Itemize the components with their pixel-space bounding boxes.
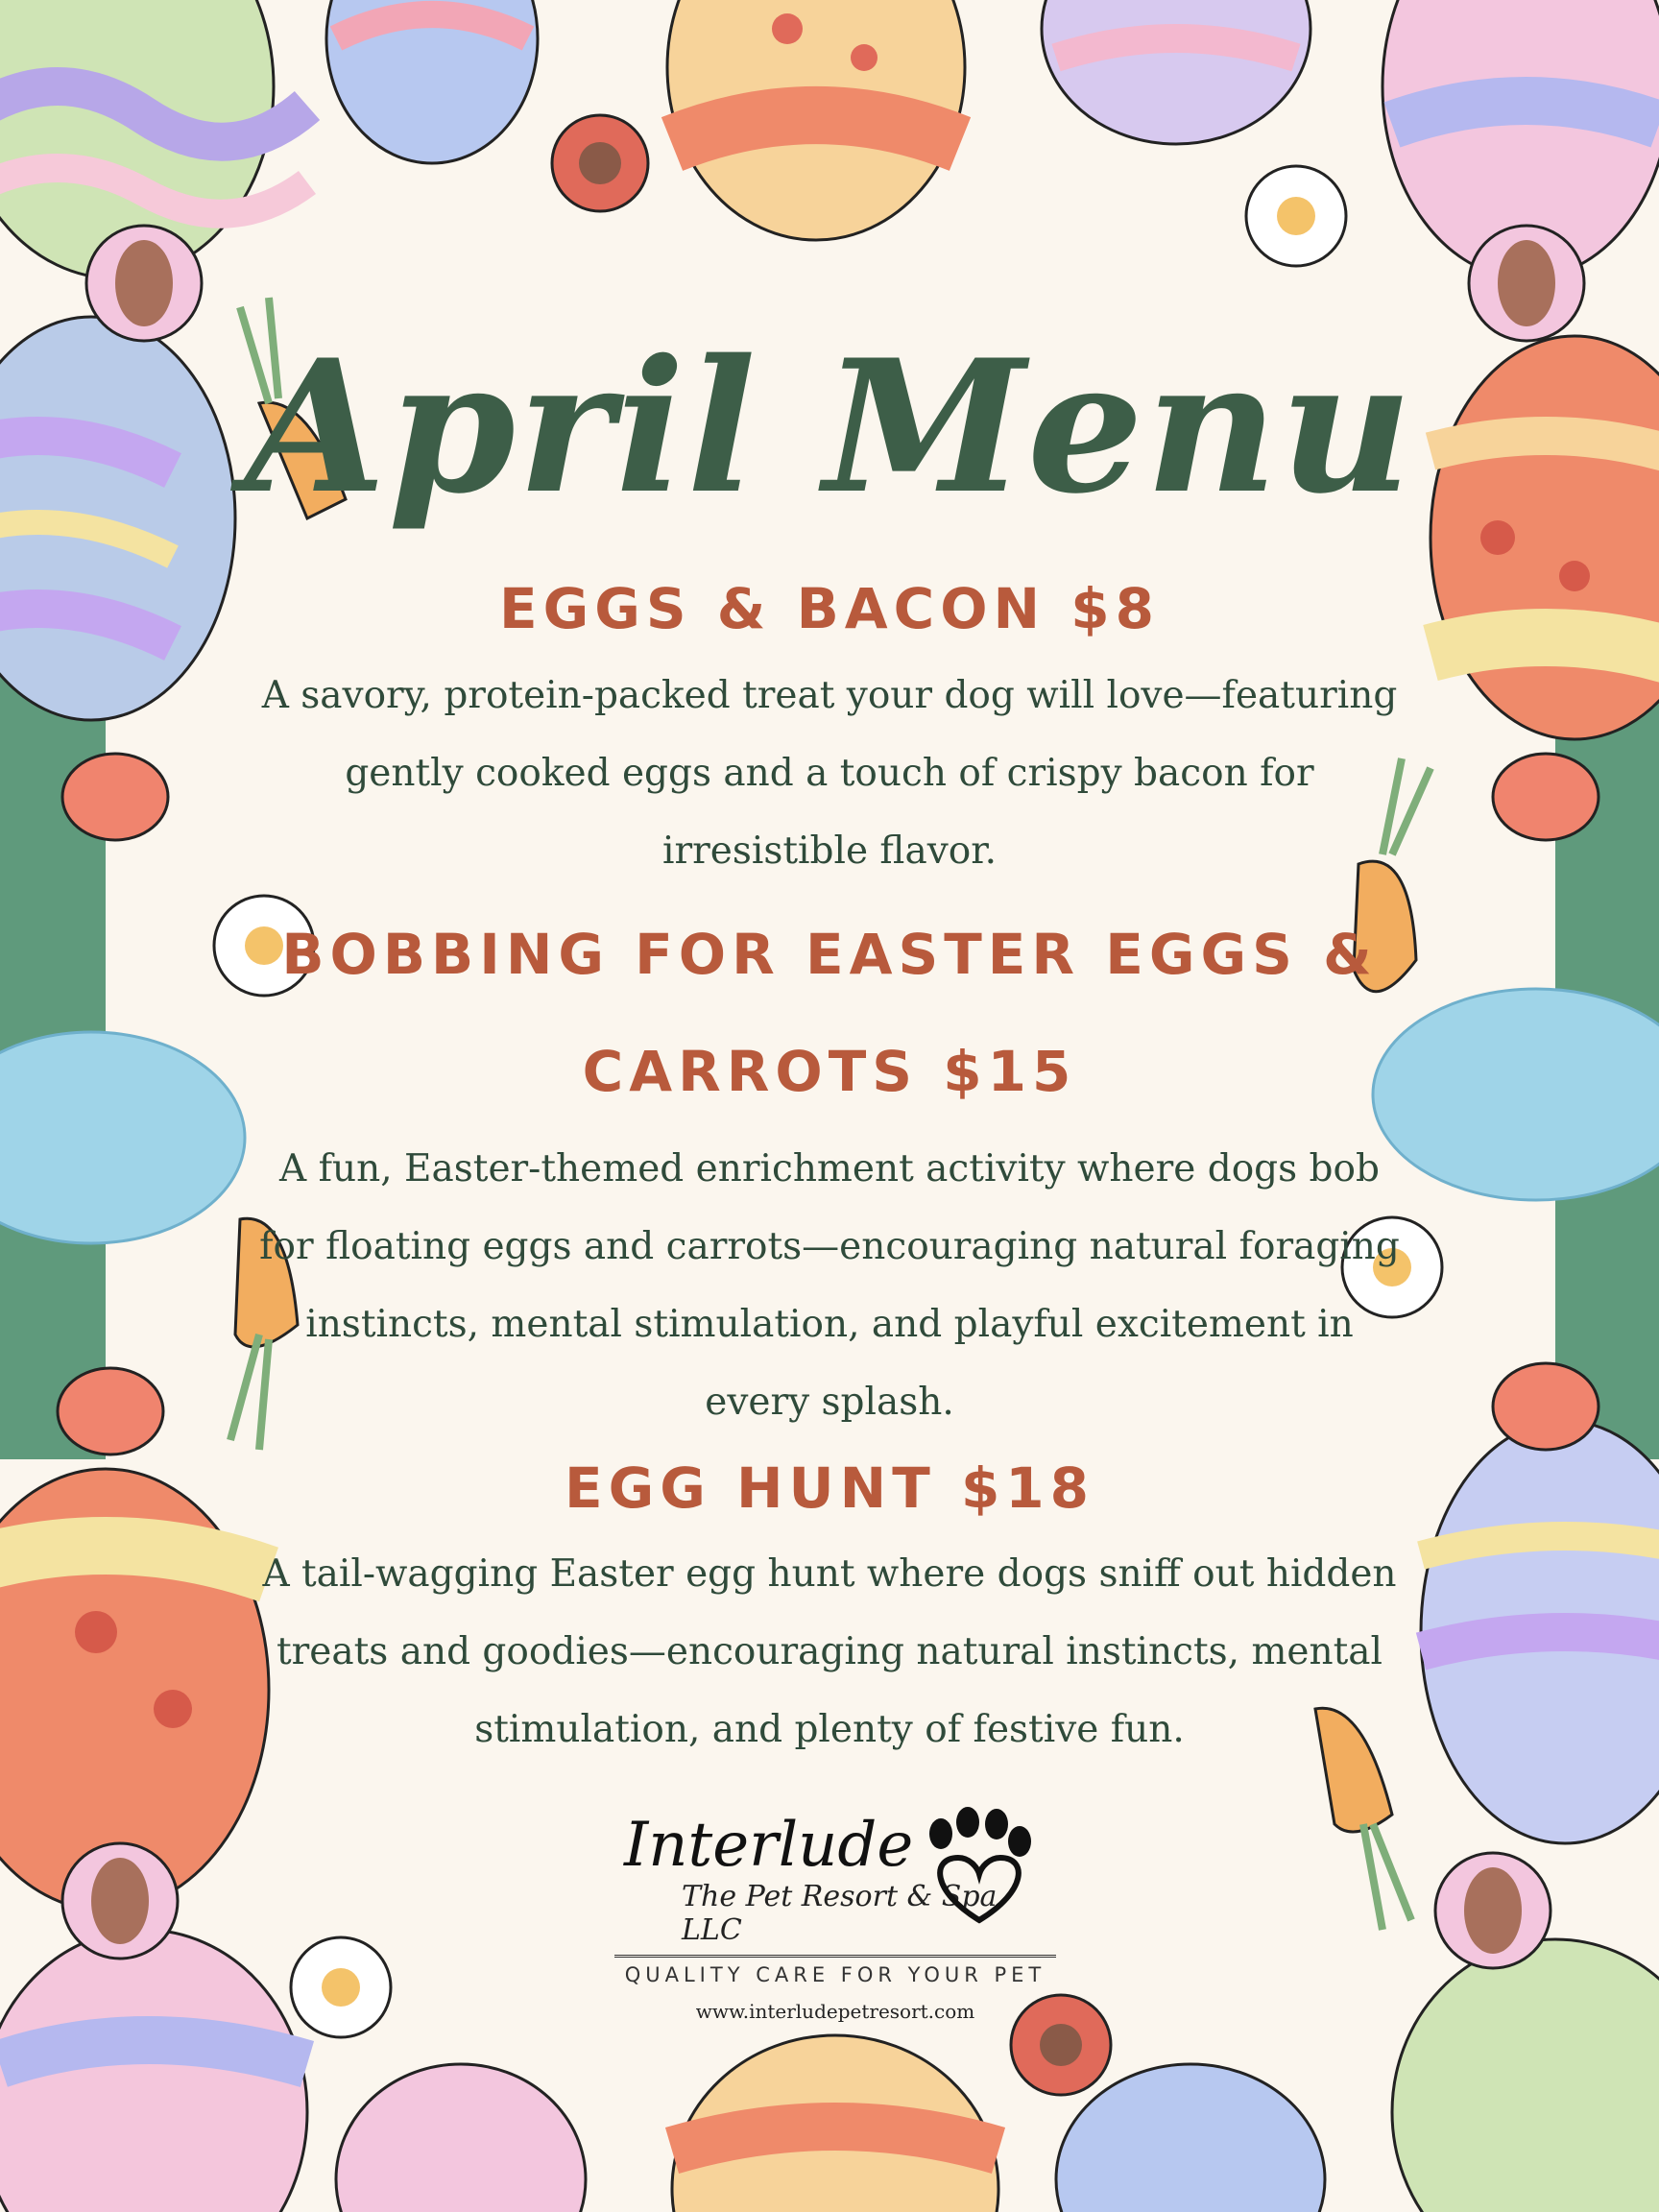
menu-item-eggs-bacon xyxy=(240,562,1419,890)
menu-item-egg-hunt xyxy=(240,1441,1419,1769)
menu-item-description: A fun, Easter-themed enrichment activity where dogs bob for floating eggs and carrots—encouraging natural foraging instincts, mental stimulation, and playful excitement in every splash. xyxy=(259,1146,1400,1424)
tulip-icon xyxy=(58,1368,163,1455)
menu-item-title: EGGS & BACON $8 xyxy=(499,576,1160,641)
easter-egg-icon xyxy=(1392,1939,1659,2212)
easter-egg-icon xyxy=(336,2064,586,2212)
logo-subtitle: The Pet Resort & Spa LLC xyxy=(682,1880,998,1947)
easter-egg-icon xyxy=(1431,336,1659,739)
easter-egg-icon xyxy=(1056,2064,1325,2212)
paw-heart-icon xyxy=(912,1805,1046,1930)
easter-egg-icon xyxy=(0,317,235,720)
easter-egg-icon xyxy=(667,0,965,240)
logo-name: Interlude xyxy=(624,1810,914,1881)
flower-icon xyxy=(1469,226,1584,341)
logo-tagline: QUALITY CARE FOR YOUR PET xyxy=(614,1955,1056,1986)
easter-egg-icon xyxy=(0,1032,245,1243)
easter-egg-icon xyxy=(672,2035,998,2212)
tulip-icon xyxy=(1493,754,1599,840)
easter-egg-icon xyxy=(1042,0,1310,144)
easter-egg-icon xyxy=(326,0,538,163)
menu-item-title: EGG HUNT $18 xyxy=(564,1455,1095,1521)
menu-content xyxy=(240,230,1419,1768)
flower-icon xyxy=(291,1937,391,2037)
menu-item-description: A tail-wagging Easter egg hunt where dogs sniff out hidden treats and goodies—encouraging natural instincts, mental stimulation, and plenty of festive fun. xyxy=(262,1552,1397,1752)
menu-title: April Menu xyxy=(244,320,1415,534)
tulip-icon xyxy=(62,754,168,840)
menu-item-bobbing xyxy=(240,896,1419,1441)
easter-egg-icon xyxy=(0,1930,307,2212)
flower-icon xyxy=(86,226,202,341)
interlude-logo xyxy=(614,1810,1056,2023)
website-url[interactable]: www.interludepetresort.com xyxy=(695,2000,975,2023)
flower-icon xyxy=(552,115,648,211)
tulip-icon xyxy=(1493,1363,1599,1450)
flower-icon xyxy=(1435,1853,1551,1968)
menu-item-title: BOBBING FOR EASTER EGGS & CARROTS $15 xyxy=(281,921,1378,1104)
menu-item-description: A savory, protein-packed treat your dog will love—featuring gently cooked eggs and a touch of crispy bacon for irresistible flavor. xyxy=(261,673,1398,873)
easter-egg-icon xyxy=(1421,1421,1659,1843)
flower-icon xyxy=(62,1843,178,1959)
